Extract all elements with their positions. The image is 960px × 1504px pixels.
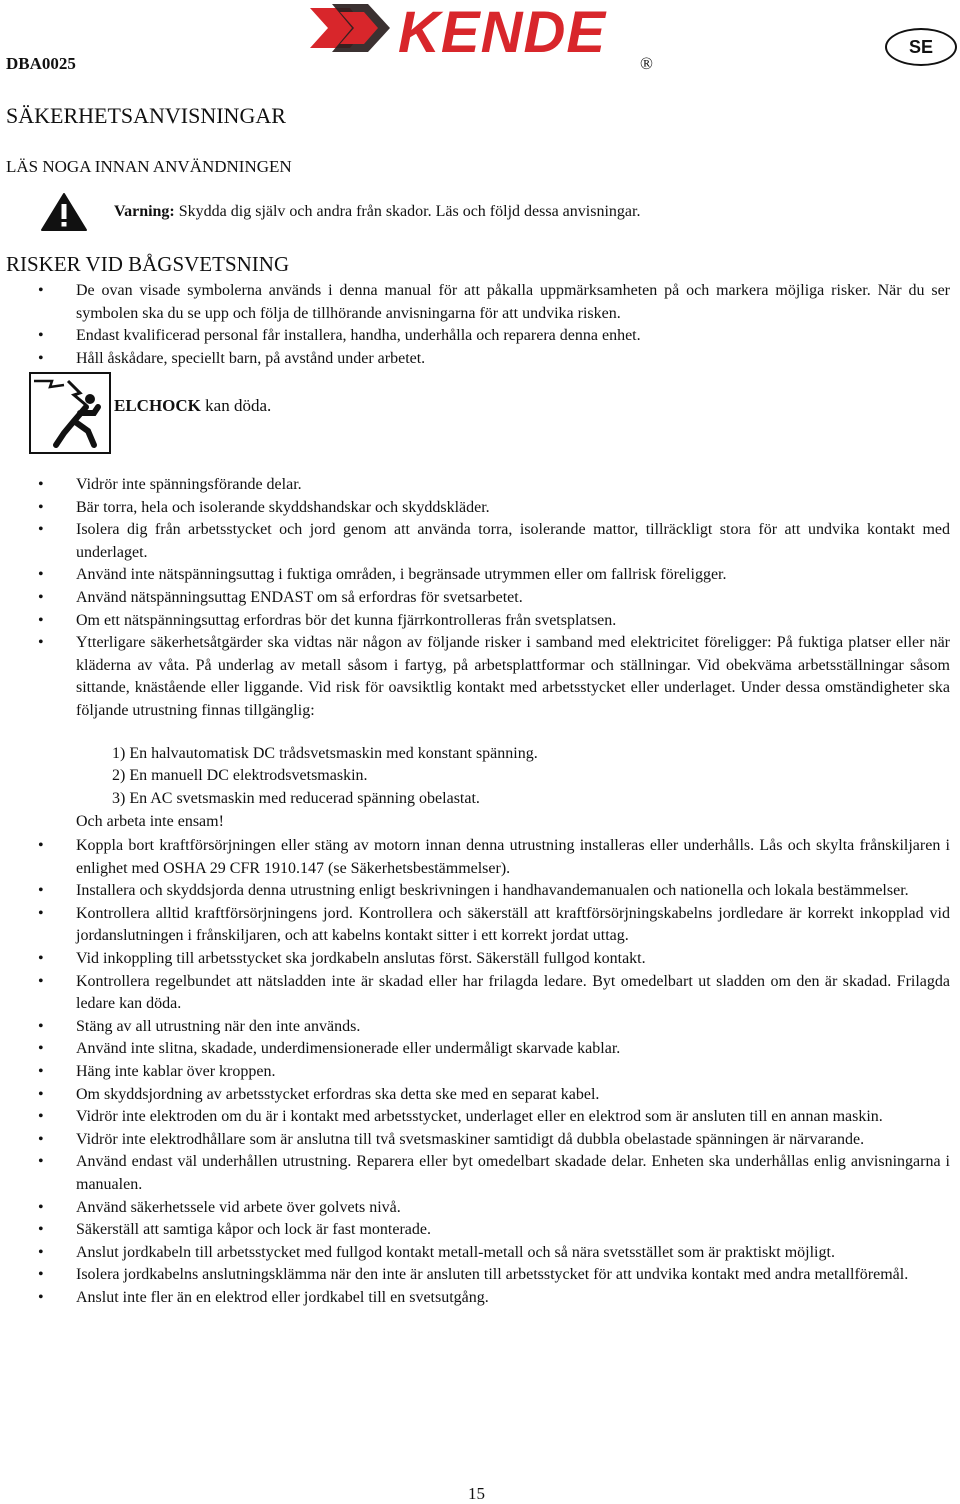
bullet: • bbox=[38, 1198, 44, 1216]
bullet: • bbox=[38, 1062, 44, 1080]
registered-mark: ® bbox=[640, 54, 653, 73]
list-item: • Kontrollera regelbundet att nätsladden inte är skadad eller har frilagda ledare. Byt omedelbart ut sladden om den är skadad. Frilagda ledare kan döda. bbox=[38, 972, 950, 1013]
bullet: • bbox=[38, 1085, 44, 1103]
bullet: • bbox=[38, 1153, 44, 1171]
list-item: • Håll åskådare, speciellt barn, på avstånd under arbetet. bbox=[0, 348, 960, 371]
brand-text: KENDE bbox=[398, 2, 607, 62]
warning-line bbox=[114, 203, 640, 221]
bullet: • bbox=[38, 972, 44, 990]
warning-label: Varning: bbox=[114, 203, 175, 220]
list-item: • Ytterligare säkerhetsåtgärder ska vidtas när någon av följande risker i samband med elektricitet föreligger: På fuktiga platser eller när kläderna av våta. På underlag av metall såsom i fartyg, på arbetsplattformar och ställningar. Vid obekväma arbetsställningar såsom sittande, knästående eller liggande. Vid risk för oavsiktlig kontakt med arbetsstycket eller underlaget. Under dessa omständigheter ska följande utrustning finnas tillgänglig: bbox=[38, 634, 950, 719]
bullet: • bbox=[38, 476, 44, 493]
shock-label: ELCHOCK bbox=[114, 396, 201, 415]
list-item: • Vidrör inte elektroden om du är i kontakt med arbetsstycket, underlaget eller en elektrod som är ansluten till en annan maskin. bbox=[0, 1106, 960, 1129]
bullet: • bbox=[38, 588, 44, 606]
list-item: • Installera och skyddsjorda denna utrustning enligt beskrivningen i handhavandemanualen och nationella och lokala bestämmelser. bbox=[0, 880, 960, 903]
list-item: • Använd endast väl underhållen utrustning. Reparera eller byt omedelbart skadade delar. Enheten ska underhållas enlig anvisningarna i manualen. bbox=[38, 1153, 950, 1193]
list-item: • Häng inte kablar över kroppen. bbox=[0, 1061, 960, 1084]
list-item: • Anslut jordkabeln till arbetsstycket med fullgod kontakt metall-metall och så nära svetsstället som är praktiskt möjligt. bbox=[0, 1242, 960, 1265]
list-item: • Använd säkerhetssele vid arbete över golvets nivå. bbox=[0, 1197, 960, 1220]
bullet: • bbox=[38, 1288, 44, 1306]
list-item: • Isolera dig från arbetsstycket och jord genom att använda torra, isolerande mattor, tillräckligt stora för att undvika kontakt med underlaget. bbox=[38, 521, 950, 561]
sub-item: 3) En AC svetsmaskin med reducerad spänning obelastat. bbox=[112, 790, 480, 807]
list-item: • Vidrör inte spänningsförande delar. bbox=[0, 474, 960, 497]
bullet: • bbox=[38, 1243, 44, 1261]
list-item: • Om skyddsjordning av arbetsstycket erfordras ska detta ske med en separat kabel. bbox=[0, 1084, 960, 1107]
shock-warning bbox=[114, 396, 271, 416]
list-item: • Kontrollera alltid kraftförsörjningens jord. Kontrollera och säkerställ att kraftförsörjningskabelns jordledare är korrekt inkopplad vid jordanslutningen i frånskiljaren, och att kabelns kontakt sitter i ett korrekt jordat uttag. bbox=[38, 904, 950, 945]
language-badge: SE bbox=[885, 28, 957, 66]
list-item: • Säkerställ att samtiga kåpor och lock är fast monterade. bbox=[0, 1219, 960, 1242]
bullet: • bbox=[38, 1221, 44, 1239]
list-item: • Använd inte nätspänningsuttag i fuktiga områden, i begränsade utrymmen eller om fallrisk föreligger. bbox=[0, 564, 960, 587]
bullet: • bbox=[38, 498, 44, 516]
list-item: • Stäng av all utrustning när den inte används. bbox=[0, 1016, 960, 1039]
warning-triangle-icon bbox=[40, 192, 88, 232]
bullet: • bbox=[38, 521, 44, 539]
bullet: • bbox=[38, 634, 44, 652]
bullet: • bbox=[38, 1040, 44, 1058]
bullet: • bbox=[38, 611, 44, 629]
page-subtitle: LÄS NOGA INNAN ANVÄNDNINGEN bbox=[6, 157, 292, 176]
bullet: • bbox=[38, 566, 44, 584]
shock-text: kan döda. bbox=[200, 396, 272, 415]
bullet: • bbox=[38, 327, 44, 345]
bullet: • bbox=[38, 1108, 44, 1126]
bullet: • bbox=[38, 1017, 44, 1035]
sub-item: 1) En halvautomatisk DC trådsvetsmaskin med konstant spänning. bbox=[112, 745, 538, 762]
bullet: • bbox=[38, 1130, 44, 1148]
page-number: 15 bbox=[468, 1484, 485, 1503]
list-item: • Vidrör inte elektrodhållare som är anslutna till två svetsmaskiner samtidigt då dubbla obelastade spänningen är närvarande. bbox=[0, 1129, 960, 1152]
electric-list bbox=[0, 474, 960, 723]
list-item: • De ovan visade symbolerna används i denna manual för att påkalla uppmärksamheten på och markera möjliga risker. När du ser symbolen ska du se upp och följa de tillhörande anvisningarna för att undvika risken. bbox=[38, 282, 950, 322]
electric-shock-icon bbox=[28, 371, 112, 455]
sub-item: 2) En manuell DC elektrodsvetsmaskin. bbox=[112, 767, 368, 784]
bullet: • bbox=[38, 949, 44, 967]
list-item: • Om ett nätspänningsuttag erfordras bör det kunna fjärrkontrolleras från svetsplatsen. bbox=[0, 610, 960, 633]
bullet: • bbox=[38, 837, 44, 854]
bullet: • bbox=[38, 282, 44, 299]
bullet: • bbox=[38, 349, 44, 367]
general-list bbox=[0, 835, 960, 1309]
list-item: • Använd nätspänningsuttag ENDAST om så erfordras för svetsarbetet. bbox=[0, 587, 960, 610]
list-item: • Koppla bort kraftförsörjningen eller stäng av motorn innan denna utrustning installeras eller underhålls. Lås och skylta frånskiljaren i enlighet med OSHA 29 CFR 1910.147 (se Säkerhetsbestämmelser). bbox=[38, 837, 950, 877]
page-title: SÄKERHETSANVISNINGAR bbox=[6, 103, 286, 128]
bullet: • bbox=[38, 904, 44, 922]
list-item: • Anslut inte fler än en elektrod eller jordkabel till en svetsutgång. bbox=[0, 1287, 960, 1310]
warning-text: Skydda dig själv och andra från skador. Läs och följd dessa anvisningar. bbox=[174, 203, 641, 220]
list-item: • Bär torra, hela och isolerande skyddshandskar och skyddskläder. bbox=[0, 497, 960, 520]
intro-list bbox=[0, 280, 960, 370]
list-item: • Endast kvalificerad personal får installera, handha, underhålla och reparera denna enhet. bbox=[0, 325, 960, 348]
bullet: • bbox=[38, 882, 44, 900]
bullet: • bbox=[38, 1266, 44, 1284]
document-code: DBA0025 bbox=[6, 54, 76, 73]
kende-logo bbox=[306, 2, 636, 62]
sub-note: Och arbeta inte ensam! bbox=[76, 813, 224, 830]
list-item: • Isolera jordkabelns anslutningsklämma när den inte är ansluten till arbetsstycket för att undvika kontakt med andra metallföremål. bbox=[0, 1264, 960, 1287]
list-item: • Vid inkoppling till arbetsstycket ska jordkabeln anslutas först. Säkerställ fullgod kontakt. bbox=[0, 948, 960, 971]
list-item: • Använd inte slitna, skadade, underdimensionerade eller undermåligt skarvade kablar. bbox=[0, 1038, 960, 1061]
section-title: RISKER VID BÅGSVETSNING bbox=[6, 252, 290, 276]
